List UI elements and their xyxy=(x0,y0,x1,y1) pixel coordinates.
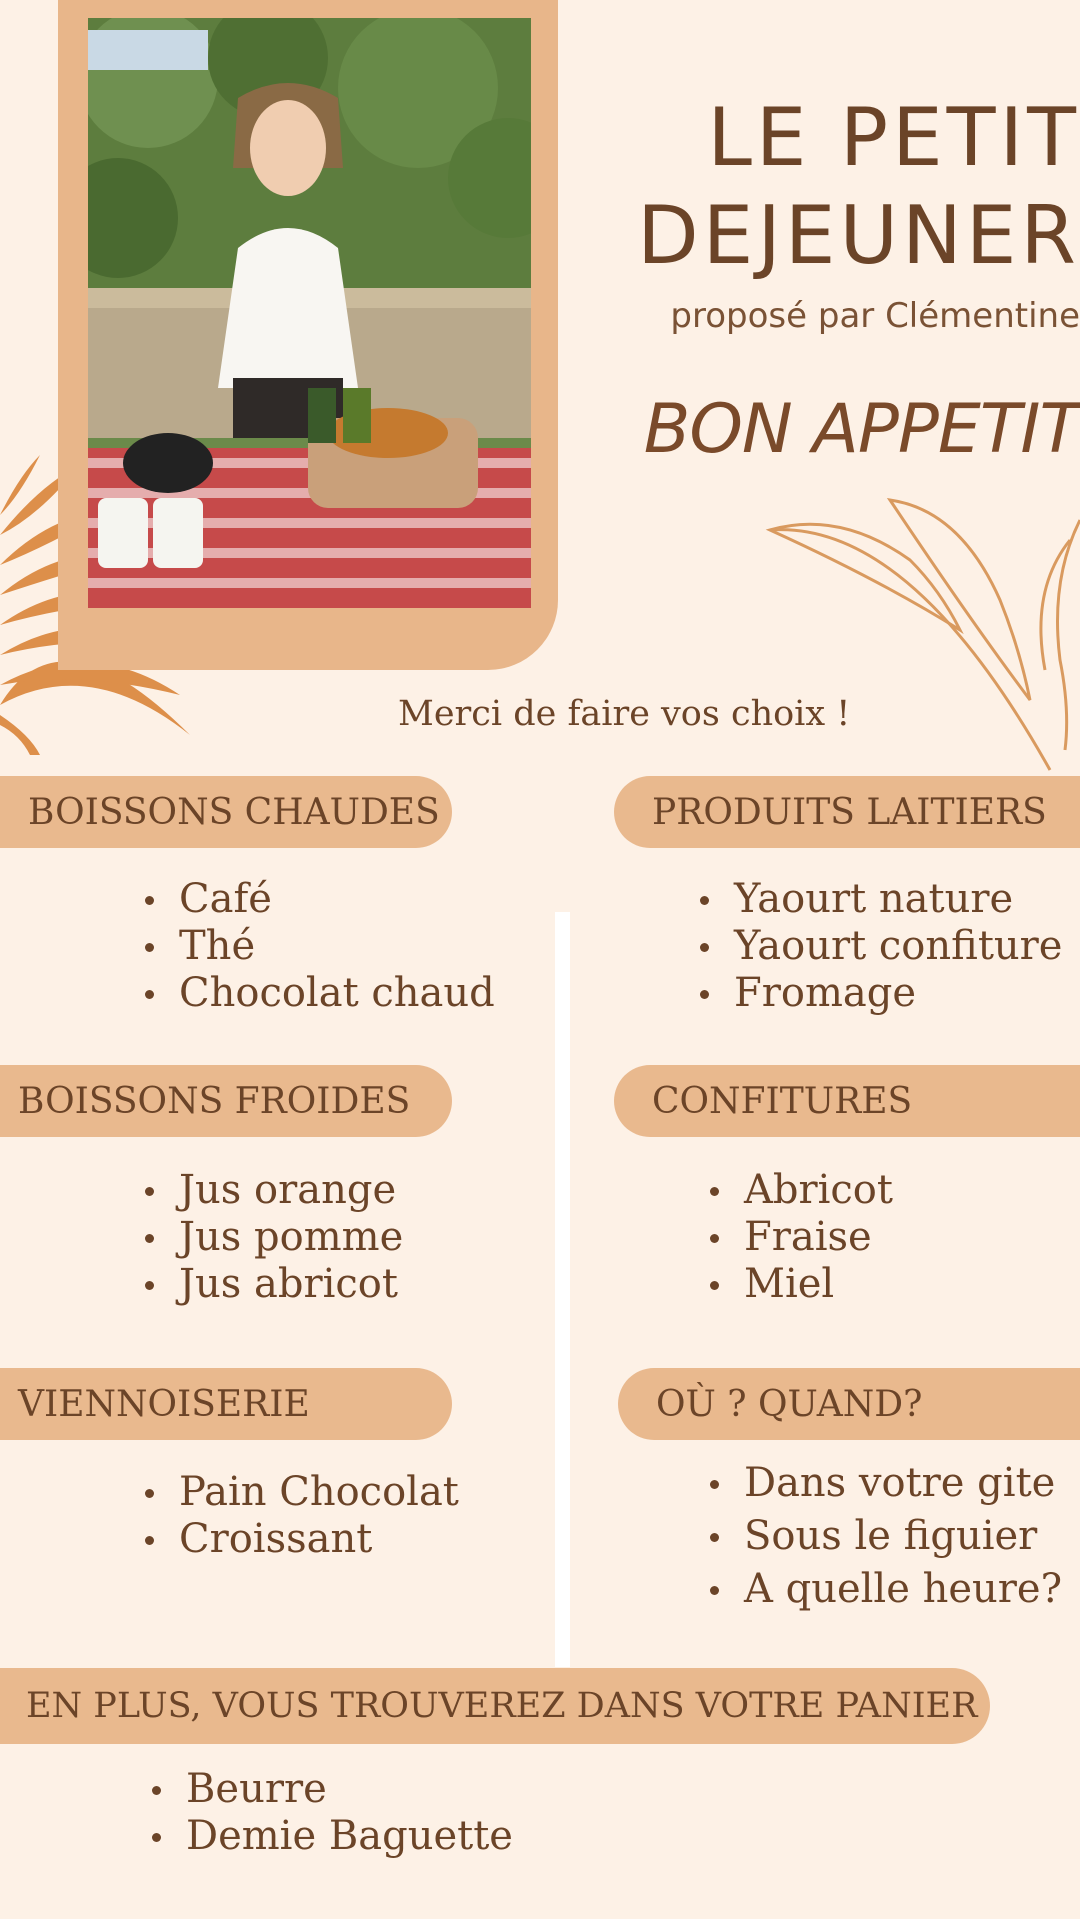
section-title: VIENNOISERIE xyxy=(18,1383,310,1425)
section-header-en-plus xyxy=(0,1668,990,1744)
list-item: Abricot xyxy=(710,1167,893,1214)
title-line-1: LE PETIT xyxy=(707,91,1080,184)
list-item: Jus orange xyxy=(145,1167,403,1214)
title-line-2: DEJEUNER xyxy=(637,189,1080,282)
section-header-viennoiserie xyxy=(0,1368,452,1440)
section-title: BOISSONS FROIDES xyxy=(18,1080,411,1122)
list-item: Chocolat chaud xyxy=(145,970,495,1017)
list-item: Miel xyxy=(710,1261,893,1308)
section-header-ou-quand xyxy=(618,1368,1080,1440)
list-produits-laitiers xyxy=(700,876,1062,1017)
leaf-outline-icon xyxy=(760,480,1080,780)
list-item: Pain Chocolat xyxy=(145,1469,459,1516)
list-item: Beurre xyxy=(152,1766,513,1813)
list-boissons-chaudes xyxy=(145,876,495,1017)
list-item: Demie Baguette xyxy=(152,1813,513,1860)
list-viennoiserie xyxy=(145,1469,459,1563)
subtitle: proposé par Clémentine xyxy=(670,296,1080,336)
breakfast-photo xyxy=(88,18,531,608)
list-confitures xyxy=(710,1167,893,1308)
list-item: Café xyxy=(145,876,495,923)
list-item: Jus pomme xyxy=(145,1214,403,1261)
section-title: CONFITURES xyxy=(652,1080,913,1122)
list-ou-quand xyxy=(710,1457,1062,1616)
list-item: Thé xyxy=(145,923,495,970)
list-boissons-froides xyxy=(145,1167,403,1308)
section-header-boissons-chaudes xyxy=(0,776,452,848)
section-title: PRODUITS LAITIERS xyxy=(652,791,1047,833)
list-item: Fraise xyxy=(710,1214,893,1261)
section-title: EN PLUS, VOUS TROUVEREZ DANS VOTRE PANIER xyxy=(26,1686,978,1726)
list-item: Yaourt nature xyxy=(700,876,1062,923)
section-header-boissons-froides xyxy=(0,1065,452,1137)
list-en-plus xyxy=(152,1766,513,1860)
list-item: Yaourt confiture xyxy=(700,923,1062,970)
list-item: Jus abricot xyxy=(145,1261,403,1308)
section-header-produits-laitiers xyxy=(614,776,1080,848)
list-item: Sous le figuier xyxy=(710,1510,1062,1563)
list-item: A quelle heure? xyxy=(710,1563,1062,1616)
list-item: Croissant xyxy=(145,1516,459,1563)
list-item: Fromage xyxy=(700,970,1062,1017)
intro-text: Merci de faire vos choix ! xyxy=(398,694,851,734)
column-divider xyxy=(555,912,570,1667)
section-header-confitures xyxy=(614,1065,1080,1137)
tagline: BON APPETIT xyxy=(643,390,1080,469)
list-item: Dans votre gite xyxy=(710,1457,1062,1510)
section-title: OÙ ? QUAND? xyxy=(656,1383,923,1425)
section-title: BOISSONS CHAUDES xyxy=(28,791,440,833)
